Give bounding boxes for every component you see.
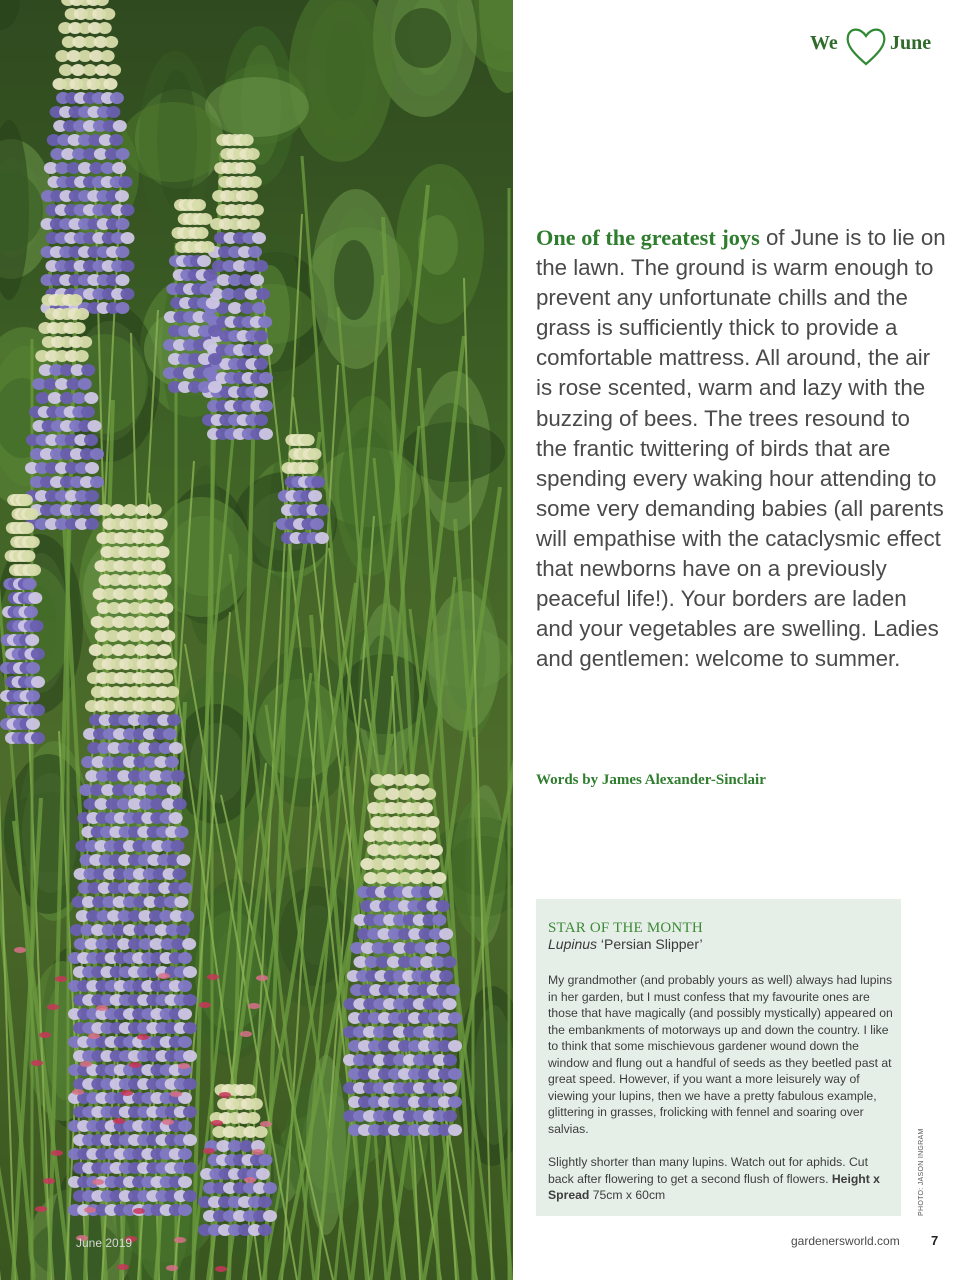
page-number: 7 xyxy=(931,1233,939,1248)
intro-body: of June is to lie on the lawn. The ground is warm enough to prevent any unfortunate chills and the grass is sufficiently thick to provide a comfortable mattress. All around, the air is rose scented, warm and lazy with the buzzing of bees. The trees resound to the frantic twittering of birds that are spending every waking hour attending to some very demanding babies (all parents will empathise with the cataclysmic effect that newborns have on a previously peaceful life!). Your borders are laden and your vegetables are swelling. Ladies and gentlemen: welcome to summer. xyxy=(536,225,946,672)
logo-we: We xyxy=(810,32,838,54)
logo-june: June xyxy=(890,32,932,54)
plant-cultivar: ‘Persian Slipper’ xyxy=(597,936,703,952)
star-of-month-box xyxy=(536,899,901,1216)
care-advice: Slightly shorter than many lupins. Watch out for aphids. Cut back after flowering to get a second flush of flowers. xyxy=(548,1155,868,1186)
plant-genus: Lupinus xyxy=(548,936,598,952)
heart-outline-icon xyxy=(844,24,888,68)
intro-paragraph xyxy=(536,223,946,674)
intro-lead: One of the greatest joys xyxy=(536,225,760,250)
star-heading: STAR OF THE MONTH xyxy=(548,920,703,936)
site-url: gardenersworld.com xyxy=(791,1234,900,1248)
photo-credit: PHOTO: JASON INGRAM xyxy=(918,1128,925,1216)
byline: Words by James Alexander-Sinclair xyxy=(536,772,766,788)
plant-name xyxy=(548,936,703,952)
height-spread-value: 75cm x 60cm xyxy=(589,1188,666,1202)
height-spread-label: Height x Spread xyxy=(548,1171,880,1202)
star-care-text xyxy=(548,1154,893,1204)
issue-date: June 2019 xyxy=(76,1236,133,1250)
star-body-text: My grandmother (and probably yours as well) always had lupins in her garden, but I must confess that my favourite ones are those that have magically (and possibly mystically) appeared on the embankments of motorways up and down the country. I like to think that some mischievous gardener wound down the window and flung out a handful of seeds as they beetled past at great speed. However, if you want a more leisurely way of viewing your lupins, then we have a pretty fabulous example, glittering in grasses, frolicking with fennel and soaring over salvias. xyxy=(548,973,893,1136)
